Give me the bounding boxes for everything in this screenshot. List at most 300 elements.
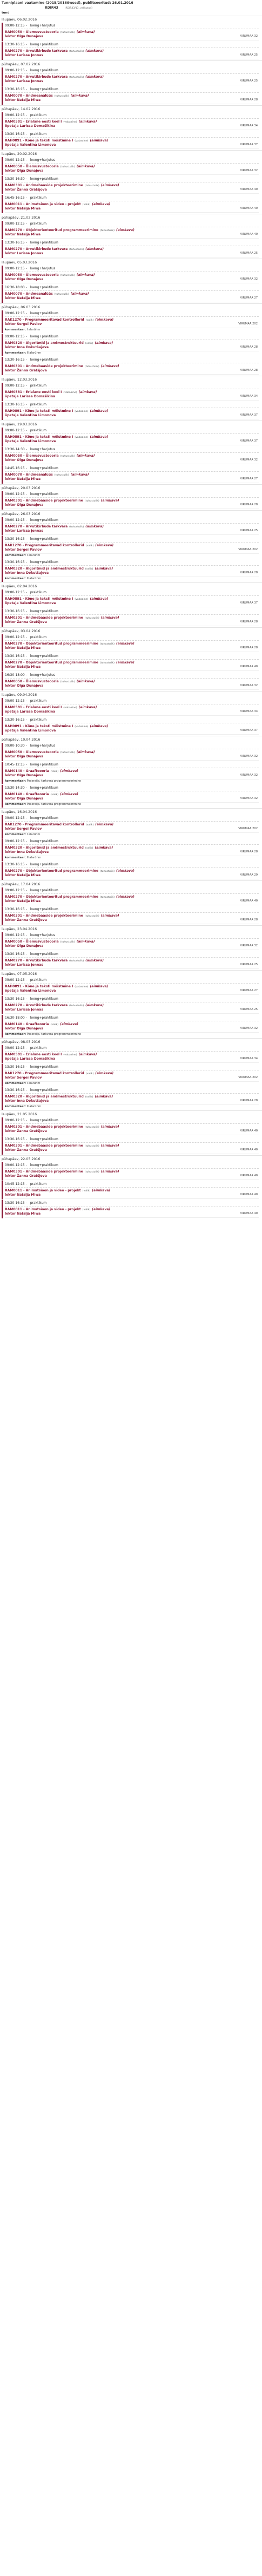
lesson-subject[interactable]: RAH0891 - Kõne ja teksti mõistmine I bbox=[5, 724, 73, 728]
lesson-card[interactable] bbox=[2, 1015, 260, 1038]
lesson-comment bbox=[5, 833, 259, 837]
lesson-card[interactable] bbox=[2, 1136, 260, 1155]
lesson-form: (aimkava) bbox=[85, 959, 104, 962]
lesson-time: 13:30-16:15 bbox=[5, 1201, 25, 1205]
lesson-comment bbox=[5, 779, 259, 784]
lesson-time: 09:00-12:15 bbox=[5, 699, 25, 703]
lesson-subject[interactable]: RAM0320 - Algoritmid ja andmestruktuurid bbox=[5, 1095, 84, 1099]
lesson-teacher[interactable]: lektor Sergei Pavlov bbox=[5, 548, 42, 552]
lesson-card[interactable] bbox=[2, 131, 260, 150]
lesson-subject[interactable]: RAM0301 - Andmebaaside projekteerimine bbox=[5, 364, 83, 368]
lesson-comment-value: II alarühm bbox=[26, 351, 41, 355]
lesson-comment-label: kommentaar: bbox=[5, 1033, 26, 1036]
group-name: RDIR43 bbox=[45, 6, 58, 10]
group-line bbox=[0, 5, 262, 11]
lesson-kind: praktikum bbox=[30, 1182, 47, 1186]
lesson-subject[interactable]: RAM0050 - Ülemusvusteooria bbox=[5, 680, 59, 683]
lesson-teacher[interactable]: lektor Olga Dunajeva bbox=[5, 277, 44, 281]
lesson-teacher[interactable]: õpetaja Valentina Limonova bbox=[5, 413, 56, 417]
lesson-type: (vabaaine) bbox=[63, 707, 77, 709]
lesson-type: (tuhustulik) bbox=[69, 526, 84, 528]
lesson-subject[interactable]: RAM0581 - Erialane eesti keel I bbox=[5, 1053, 62, 1056]
lesson-card[interactable] bbox=[2, 517, 260, 535]
lesson-teacher[interactable]: lektor Natalja Miwa bbox=[5, 665, 41, 669]
lesson-room: VIRUMAA 32 bbox=[240, 944, 258, 947]
lesson-type: (tuhustulik) bbox=[100, 870, 115, 873]
lesson-comment bbox=[5, 554, 259, 558]
lesson-subject-line bbox=[5, 679, 259, 683]
lesson-room: VIRUMAA 37 bbox=[240, 729, 258, 732]
lesson-room: VIRUMAA 28 bbox=[240, 646, 258, 649]
lesson-teacher[interactable]: lektor Larissa Jonnas bbox=[5, 53, 43, 57]
lesson-card[interactable] bbox=[2, 608, 260, 627]
lesson-teacher[interactable]: lektor Natalja Miwa bbox=[5, 207, 41, 211]
lesson-teacher[interactable]: lektor Natalja Miwa bbox=[5, 1212, 41, 1216]
lesson-kind: praktikum bbox=[30, 113, 47, 117]
lesson-comment-label: kommentaar: bbox=[5, 833, 26, 836]
lesson-teacher-row bbox=[5, 796, 259, 803]
lesson-time: 09:00-12:15 bbox=[5, 267, 25, 270]
lesson-subject-line bbox=[5, 227, 259, 232]
lesson-card[interactable] bbox=[2, 42, 260, 60]
lesson-card[interactable] bbox=[2, 536, 260, 559]
lesson-subject-line bbox=[5, 1094, 259, 1099]
lesson-subject[interactable]: RAM0301 - Andmebaaside projekteerimine bbox=[5, 616, 83, 620]
lesson-time-line: 13:30-14:30 - loeng+praktikum bbox=[5, 785, 259, 791]
lesson-teacher-row bbox=[5, 1148, 259, 1154]
lesson-subject[interactable]: RAK1270 - Programmeeritavad kontrollerid bbox=[5, 823, 84, 826]
lesson-card[interactable] bbox=[2, 310, 260, 333]
lesson-type: (tuhustulik) bbox=[84, 617, 99, 620]
lesson-teacher[interactable]: lektor Olga Dunajeva bbox=[5, 774, 44, 777]
lesson-teacher[interactable]: lektor Larissa Jonnas bbox=[5, 529, 43, 533]
lesson-subject-line bbox=[5, 472, 259, 477]
lesson-subject[interactable]: RAM0270 - Objektorienteeritud programmeerimine bbox=[5, 869, 98, 873]
lesson-card[interactable] bbox=[2, 887, 260, 906]
lesson-type: (tuhustulik) bbox=[100, 643, 115, 646]
lesson-comment-value: I alarühm bbox=[26, 833, 41, 836]
lesson-teacher-row bbox=[5, 1129, 259, 1135]
lesson-teacher-row bbox=[5, 528, 259, 535]
lesson-time: 13:30-16:15 bbox=[5, 87, 25, 91]
lesson-teacher[interactable]: õpetaja Valentina Limonova bbox=[5, 989, 56, 993]
lesson-card[interactable] bbox=[2, 112, 260, 131]
lesson-teacher[interactable]: lektor Olga Dunajeva bbox=[5, 755, 44, 758]
lesson-time: 13:30-16:15 bbox=[5, 609, 25, 613]
lesson-teacher[interactable]: lektor Natalja Miwa bbox=[5, 899, 41, 903]
lesson-teacher[interactable]: õpetaja Valentina Limonova bbox=[5, 439, 56, 443]
lesson-room: VIRUMAA 25 bbox=[240, 963, 258, 966]
lesson-teacher-row bbox=[5, 665, 259, 671]
lesson-subject[interactable]: RAH0891 - Kõne ja teksti mõistmine I bbox=[5, 409, 73, 413]
lesson-time: 09:00-12:15 bbox=[5, 335, 25, 338]
lesson-card[interactable] bbox=[2, 157, 260, 175]
lesson-teacher[interactable]: lektor Olga Dunajeva bbox=[5, 797, 44, 801]
lesson-teacher[interactable]: lektor Natalja Miwa bbox=[5, 233, 41, 236]
lesson-teacher[interactable]: õpetaja Larissa Domašikina bbox=[5, 1057, 56, 1061]
lesson-time-line: 09:00-12:15 - praktikum bbox=[5, 590, 259, 596]
lesson-room: VIRUMAA 40 bbox=[240, 1174, 258, 1177]
lesson-subject[interactable]: RAM0301 - Andmebaaside projekteerimine bbox=[5, 1144, 83, 1148]
lesson-teacher[interactable]: lektor Žanna Gratšjova bbox=[5, 1148, 47, 1152]
lesson-card[interactable] bbox=[2, 698, 260, 716]
lesson-time: 13:30-16:15 bbox=[5, 132, 25, 136]
schedule-list bbox=[0, 16, 262, 1218]
lesson-card[interactable] bbox=[2, 67, 260, 86]
lesson-card[interactable] bbox=[2, 86, 260, 105]
lesson-teacher[interactable]: lektor Olga Dunajeva bbox=[5, 1027, 44, 1031]
lesson-teacher-row bbox=[5, 1211, 259, 1218]
lesson-teacher[interactable]: lektor Olga Dunajeva bbox=[5, 169, 44, 173]
lesson-subject[interactable]: RAK1270 - Programmeeritavad kontrollerid bbox=[5, 318, 84, 322]
lesson-subject[interactable]: RAM0320 - Algoritmid ja andmestruktuurid bbox=[5, 846, 84, 850]
day-heading: pühapäev, 14.02.2016 bbox=[0, 105, 262, 112]
lesson-teacher[interactable]: lektor Larissa Jonnas bbox=[5, 252, 43, 255]
lesson-room: VIRUMAA 40 bbox=[240, 1212, 258, 1215]
lesson-teacher[interactable]: lektor Larissa Jonnas bbox=[5, 79, 43, 83]
lesson-subject[interactable]: RAM0011 - Animatsioon ja video - projekt bbox=[5, 1189, 81, 1192]
lesson-form: (aimkava) bbox=[70, 94, 89, 98]
lesson-teacher[interactable]: lektor Žanna Gratšjova bbox=[5, 918, 47, 922]
lesson-subject[interactable]: RAM0270 - Objektorienteeritud programmeerimine bbox=[5, 228, 98, 232]
lesson-teacher[interactable]: lektor Sergei Pavlov bbox=[5, 827, 42, 831]
lesson-card[interactable] bbox=[2, 428, 260, 446]
lesson-teacher[interactable]: õpetaja Larissa Domašikina bbox=[5, 124, 56, 128]
lesson-teacher-row bbox=[5, 394, 259, 401]
lesson-teacher[interactable]: lektor Olga Dunajeva bbox=[5, 35, 44, 38]
lesson-teacher[interactable]: lektor Inna Dokutšajeva bbox=[5, 1099, 49, 1103]
lesson-subject[interactable]: RAM0301 - Andmebaaside projekteerimine bbox=[5, 1170, 83, 1174]
lesson-type: (valik) bbox=[82, 1209, 91, 1211]
lesson-subject-line bbox=[5, 615, 259, 620]
lesson-card[interactable] bbox=[2, 589, 260, 608]
lesson-teacher[interactable]: lektor Sergei Pavlov bbox=[5, 1076, 42, 1080]
lesson-card[interactable] bbox=[2, 176, 260, 194]
lesson-room: VIRUMAA 40 bbox=[240, 1129, 258, 1133]
lesson-card[interactable] bbox=[2, 838, 260, 861]
lesson-time: 13:30-16:15 bbox=[5, 358, 25, 362]
lesson-form: (aimkava) bbox=[76, 750, 95, 754]
lesson-type: (vabaaine) bbox=[75, 726, 89, 728]
lesson-card[interactable] bbox=[2, 951, 260, 970]
lesson-subject[interactable]: RAH0891 - Kõne ja teksti mõistmine I bbox=[5, 139, 73, 143]
lesson-type: (valik) bbox=[85, 342, 93, 345]
lesson-subject-line bbox=[5, 246, 259, 251]
lesson-teacher[interactable]: lektor Inna Dokutšajeva bbox=[5, 850, 49, 854]
lesson-teacher[interactable]: õpetaja Larissa Domašikina bbox=[5, 395, 56, 398]
lesson-card[interactable] bbox=[2, 284, 260, 303]
lesson-comment-label: kommentaar: bbox=[5, 779, 26, 783]
lesson-kind: loeng+praktikum bbox=[30, 816, 58, 820]
lesson-kind: praktikum bbox=[30, 1046, 47, 1050]
lesson-subject[interactable]: RAM0270 - Objektorienteeritud programmeerimine bbox=[5, 661, 98, 665]
lesson-card[interactable] bbox=[2, 815, 260, 838]
lesson-subject[interactable]: RAM0050 - Ülemusvusteooria bbox=[5, 273, 59, 277]
lesson-kind: loeng+praktikum bbox=[30, 889, 58, 892]
lesson-subject[interactable]: RAM0270 - Objektorienteeritud programmeerimine bbox=[5, 642, 98, 646]
lesson-form: (aimkava) bbox=[100, 499, 119, 503]
lesson-room: VIRUMAA 32 bbox=[240, 458, 258, 462]
lesson-form: (aimkava) bbox=[78, 120, 97, 124]
lesson-kind: praktikum bbox=[30, 718, 47, 722]
lesson-subject[interactable]: RAK1270 - Programmeeritavad kontrollerid bbox=[5, 544, 84, 547]
lesson-card[interactable] bbox=[2, 743, 260, 761]
lesson-time: 16:30-18:00 bbox=[5, 673, 25, 677]
lesson-card[interactable] bbox=[2, 717, 260, 735]
lesson-form: (aimkava) bbox=[95, 846, 113, 850]
lesson-type: (tuhustulik) bbox=[84, 1171, 99, 1174]
lesson-subject[interactable]: RAM0140 - Graafteooria bbox=[5, 792, 49, 796]
lesson-kind: loeng+praktikum bbox=[30, 1163, 58, 1167]
lesson-form: (aimkava) bbox=[95, 318, 114, 322]
lesson-card[interactable] bbox=[2, 357, 260, 375]
lesson-subject[interactable]: RAM0140 - Graafteooria bbox=[5, 1022, 49, 1026]
lesson-time: 13:30-16:15 bbox=[5, 997, 25, 1001]
lesson-subject[interactable]: RAM0070 - Andmeanalüüs bbox=[5, 94, 53, 98]
lesson-room: VIRUMAA 40 bbox=[240, 899, 258, 903]
lesson-card[interactable] bbox=[2, 932, 260, 951]
lesson-card[interactable] bbox=[2, 465, 260, 484]
day-heading: pühapäev, 06.03.2016 bbox=[0, 303, 262, 310]
lesson-subject[interactable]: RAM0270 - Objektorienteeritud programmeerimine bbox=[5, 895, 98, 899]
lesson-subject[interactable]: RAM0270 - Arvutikirbude tarkvara bbox=[5, 959, 68, 962]
lesson-subject[interactable]: RAM0070 - Andmeanalüüs bbox=[5, 473, 53, 477]
lesson-card[interactable] bbox=[2, 1181, 260, 1199]
lesson-form: (aimkava) bbox=[100, 1170, 119, 1174]
lesson-teacher[interactable]: lektor Natalja Miwa bbox=[5, 873, 41, 877]
lesson-teacher-row bbox=[5, 1007, 259, 1014]
lesson-teacher[interactable]: lektor Žanna Gratšjova bbox=[5, 1174, 47, 1178]
lesson-card[interactable] bbox=[2, 977, 260, 995]
lesson-subject-line bbox=[5, 317, 259, 322]
lesson-room: VIRUMAA 28 bbox=[240, 369, 258, 372]
lesson-teacher-row bbox=[5, 873, 259, 879]
lesson-card[interactable] bbox=[2, 559, 260, 582]
lesson-card[interactable] bbox=[2, 1200, 260, 1218]
lesson-form: (aimkava) bbox=[92, 202, 111, 206]
lesson-card[interactable] bbox=[2, 762, 260, 784]
lesson-kind: praktikum bbox=[30, 403, 47, 406]
lesson-time-line: 13:30-16:15 - loeng+praktikum bbox=[5, 87, 259, 93]
lesson-comment-label: kommentaar: bbox=[5, 856, 26, 859]
lesson-card[interactable] bbox=[2, 240, 260, 258]
lesson-subject-line bbox=[5, 164, 259, 168]
lesson-time-line: 16:30-18:00 - loeng+harjutus bbox=[5, 673, 259, 679]
lesson-subject-line bbox=[5, 74, 259, 79]
lesson-subject-line bbox=[5, 93, 259, 98]
lesson-teacher-row bbox=[5, 53, 259, 59]
lesson-kind: loeng+praktikum bbox=[30, 69, 58, 72]
lesson-teacher[interactable]: lektor Olga Dunajeva bbox=[5, 503, 44, 507]
lesson-subject[interactable]: RAM0270 - Arvutikirbude tarkvara bbox=[5, 49, 68, 53]
lesson-card[interactable] bbox=[2, 1117, 260, 1136]
lesson-subject[interactable]: RAM0140 - Graafteooria bbox=[5, 769, 49, 773]
lesson-teacher[interactable]: lektor Natalja Miwa bbox=[5, 1193, 41, 1197]
lesson-subject[interactable]: RAM0581 - Erialane eesti keel I bbox=[5, 706, 62, 709]
lesson-subject[interactable]: RAH0891 - Kõne ja teksti mõistmine I bbox=[5, 435, 73, 439]
lesson-type: (vabaaine) bbox=[63, 1054, 77, 1056]
lesson-subject-line bbox=[5, 543, 259, 547]
lesson-subject[interactable]: RAM0581 - Erialane eesti keel I bbox=[5, 390, 62, 394]
lesson-time: 10:45-12:15 bbox=[5, 763, 25, 767]
lesson-subject[interactable]: RAM0581 - Erialane eesti keel I bbox=[5, 120, 62, 124]
lesson-card[interactable] bbox=[2, 785, 260, 808]
lesson-card[interactable] bbox=[2, 402, 260, 420]
lesson-time: 09:00-12:15 bbox=[5, 492, 25, 496]
lesson-time: 13:30-16:15 bbox=[5, 952, 25, 956]
lesson-teacher[interactable]: lektor Olga Dunajeva bbox=[5, 684, 44, 688]
lesson-subject[interactable]: RAM0301 - Andmebaaside projekteerimine bbox=[5, 499, 83, 503]
lesson-teacher[interactable]: lektor Natalja Miwa bbox=[5, 646, 41, 650]
lesson-room: VIRUMAA 40 bbox=[240, 207, 258, 210]
lesson-comment-value: II alarühm bbox=[26, 577, 41, 580]
lesson-room: VIRUMAA 37 bbox=[240, 439, 258, 443]
lesson-teacher[interactable]: õpetaja Larissa Domašikina bbox=[5, 710, 56, 714]
lesson-subject[interactable]: RAM0050 - Ülemusvusteooria bbox=[5, 940, 59, 944]
lesson-form: (aimkava) bbox=[70, 292, 89, 296]
lesson-card[interactable] bbox=[2, 1162, 260, 1181]
lesson-teacher-row bbox=[5, 962, 259, 969]
lesson-time-line: 09:00-12:15 - loeng+praktikum bbox=[5, 816, 259, 822]
lesson-teacher-row bbox=[5, 98, 259, 104]
lesson-subject[interactable]: RAM0320 - Algoritmid ja andmestruktuurid bbox=[5, 567, 84, 571]
lesson-teacher[interactable]: lektor Natalja Miwa bbox=[5, 477, 41, 481]
day-heading: pühapäev, 08.05.2016 bbox=[0, 1038, 262, 1045]
lesson-subject[interactable]: RAH0891 - Kõne ja teksti mõistmine I bbox=[5, 597, 73, 601]
lesson-card[interactable] bbox=[2, 383, 260, 401]
lesson-subject[interactable]: RAM0301 - Andmebaaside projekteerimine bbox=[5, 1125, 83, 1129]
lesson-card[interactable] bbox=[2, 334, 260, 356]
lesson-subject[interactable]: RAM0050 - Ülemusvusteooria bbox=[5, 454, 59, 458]
lesson-teacher[interactable]: lektor Inna Dokutšajeva bbox=[5, 571, 49, 575]
lesson-teacher[interactable]: lektor Sergei Pavlov bbox=[5, 322, 42, 326]
lesson-subject[interactable]: RAM0270 - Arvutikirbude tarkvara bbox=[5, 75, 68, 79]
lesson-time-line: 09:00-12:15 - praktikum bbox=[5, 221, 259, 227]
lesson-subject[interactable]: RAM0270 - Arvutikirbude tarkvara bbox=[5, 247, 68, 251]
lesson-time-line: 09:00-12:15 - loeng+harjutus bbox=[5, 158, 259, 164]
lesson-time: 09:00-12:15 bbox=[5, 69, 25, 72]
day-heading: laupäev, 21.05.2016 bbox=[0, 1110, 262, 1117]
lesson-teacher-row bbox=[5, 1056, 259, 1063]
lesson-time-line: 13:30-16:15 - loeng+praktikum bbox=[5, 996, 259, 1002]
lesson-kind: loeng+harjutus bbox=[30, 158, 56, 162]
lesson-time: 13:30-16:15 bbox=[5, 863, 25, 866]
lesson-kind: praktikum bbox=[30, 429, 47, 432]
lesson-card[interactable] bbox=[2, 266, 260, 284]
lesson-teacher[interactable]: õpetaja Valentina Limonova bbox=[5, 729, 56, 733]
lesson-subject[interactable]: RAM0070 - Andmeanalüüs bbox=[5, 292, 53, 296]
lesson-room: VIRUMAA 25 bbox=[240, 79, 258, 83]
lesson-subject[interactable]: RAH0891 - Kõne ja teksti mõistmine I bbox=[5, 985, 73, 988]
lesson-teacher[interactable]: lektor Larissa Jonnas bbox=[5, 1008, 43, 1012]
lesson-type: (vabaaine) bbox=[63, 391, 77, 394]
lesson-subject[interactable]: RAM0050 - Ülemusvusteooria bbox=[5, 165, 59, 168]
lesson-card[interactable] bbox=[2, 1087, 260, 1110]
lesson-type: (tuhustulik) bbox=[84, 365, 99, 368]
lesson-card[interactable] bbox=[2, 221, 260, 239]
lesson-kind: loeng+praktikum bbox=[30, 863, 58, 866]
lesson-subject-line bbox=[5, 868, 259, 873]
lesson-teacher[interactable]: lektor Inna Dokutšajeva bbox=[5, 345, 49, 349]
lesson-kind: loeng+praktikum bbox=[30, 654, 58, 658]
lesson-teacher[interactable]: lektor Olga Dunajeva bbox=[5, 458, 44, 462]
lesson-teacher[interactable]: lektor Žanna Gratšjova bbox=[5, 620, 47, 624]
lesson-card[interactable] bbox=[2, 672, 260, 690]
lesson-card[interactable] bbox=[2, 195, 260, 213]
lesson-teacher[interactable]: lektor Natalja Miwa bbox=[5, 98, 41, 102]
lesson-subject[interactable]: RAM0270 - Arvutikirbude tarkvara bbox=[5, 525, 68, 528]
lesson-room: VIRUMAA 202 bbox=[238, 548, 258, 551]
lesson-subject[interactable]: RAM0011 - Animatsioon ja video - projekt bbox=[5, 1208, 81, 1211]
lesson-subject[interactable]: RAM0320 - Algoritmid ja andmestruktuurid bbox=[5, 341, 84, 345]
lesson-teacher[interactable]: õpetaja Valentina Limonova bbox=[5, 601, 56, 605]
lesson-teacher-row bbox=[5, 944, 259, 950]
lesson-time: 09:00-12:15 bbox=[5, 816, 25, 820]
lesson-teacher[interactable]: lektor Žanna Gratšjova bbox=[5, 1129, 47, 1133]
lesson-teacher[interactable]: õpetaja Valentina Limonova bbox=[5, 143, 56, 147]
lesson-subject[interactable]: RAM0050 - Ülemusvusteooria bbox=[5, 30, 59, 34]
lesson-room: VIRUMAA 40 bbox=[240, 1148, 258, 1151]
lesson-card[interactable] bbox=[2, 996, 260, 1014]
lesson-card[interactable] bbox=[2, 1045, 260, 1063]
lesson-subject[interactable]: RAM0301 - Andmebaaside projekteerimine bbox=[5, 184, 83, 187]
lesson-type: (tuhustulik) bbox=[100, 662, 115, 665]
lesson-kind: loeng+harjutus bbox=[30, 24, 56, 28]
lesson-teacher[interactable]: lektor Natalja Miwa bbox=[5, 296, 41, 300]
lesson-teacher[interactable]: lektor Žanna Gratšjova bbox=[5, 188, 47, 192]
lesson-type: (valik) bbox=[85, 1073, 94, 1075]
lesson-subject[interactable]: RAM0270 - Arvutikirbude tarkvara bbox=[5, 1004, 68, 1007]
lesson-card[interactable] bbox=[2, 491, 260, 510]
lesson-card[interactable] bbox=[2, 653, 260, 672]
day-heading: pühapäev, 10.04.2016 bbox=[0, 736, 262, 743]
lesson-teacher-row bbox=[5, 646, 259, 652]
lesson-subject-line bbox=[5, 201, 259, 206]
lesson-teacher[interactable]: lektor Larissa Jonnas bbox=[5, 963, 43, 967]
lesson-type: (tuhustulik) bbox=[54, 95, 69, 98]
lesson-card[interactable] bbox=[2, 1064, 260, 1087]
lesson-form: (aimkava) bbox=[116, 661, 135, 665]
lesson-card[interactable] bbox=[2, 634, 260, 653]
lesson-room: VIRUMAA 27 bbox=[240, 296, 258, 300]
lesson-comment bbox=[5, 351, 259, 356]
lesson-subject[interactable]: RAK1270 - Programmeeritavad kontrollerid bbox=[5, 1072, 84, 1075]
lesson-card[interactable] bbox=[2, 446, 260, 465]
lesson-time: 13:30-16:30 bbox=[5, 177, 25, 181]
lesson-time: 14:45-16:15 bbox=[5, 466, 25, 470]
lesson-subject-line bbox=[5, 363, 259, 368]
lesson-comment-label: kommentaar: bbox=[5, 328, 26, 331]
lesson-card[interactable] bbox=[2, 23, 260, 41]
lesson-form: (aimkava) bbox=[76, 273, 95, 277]
lesson-kind: loeng+praktikum bbox=[30, 537, 58, 541]
lesson-type: (vabaaine) bbox=[75, 436, 89, 439]
lesson-time: 09:00-12:15 bbox=[5, 311, 25, 315]
lesson-subject[interactable]: RAM0050 - Ülemusvusteooria bbox=[5, 750, 59, 754]
lesson-room: VIRUMAA 25 bbox=[240, 53, 258, 57]
lesson-card[interactable] bbox=[2, 906, 260, 925]
lesson-time: 16:45-16:15 bbox=[5, 196, 25, 200]
lesson-teacher[interactable]: lektor Olga Dunajeva bbox=[5, 944, 44, 948]
lesson-subject[interactable]: RAM0301 - Andmebaaside projekteerimine bbox=[5, 914, 83, 918]
lesson-subject[interactable]: RAM0011 - Animatsioon ja video - projekt bbox=[5, 202, 81, 206]
lesson-teacher[interactable]: lektor Žanna Gratšjova bbox=[5, 369, 47, 372]
lesson-form: (aimkava) bbox=[76, 940, 95, 944]
lesson-kind: praktikum bbox=[30, 384, 47, 388]
lesson-type: (vabaaine) bbox=[75, 410, 89, 413]
lesson-card[interactable] bbox=[2, 862, 260, 880]
lesson-teacher-row bbox=[5, 1075, 259, 1082]
